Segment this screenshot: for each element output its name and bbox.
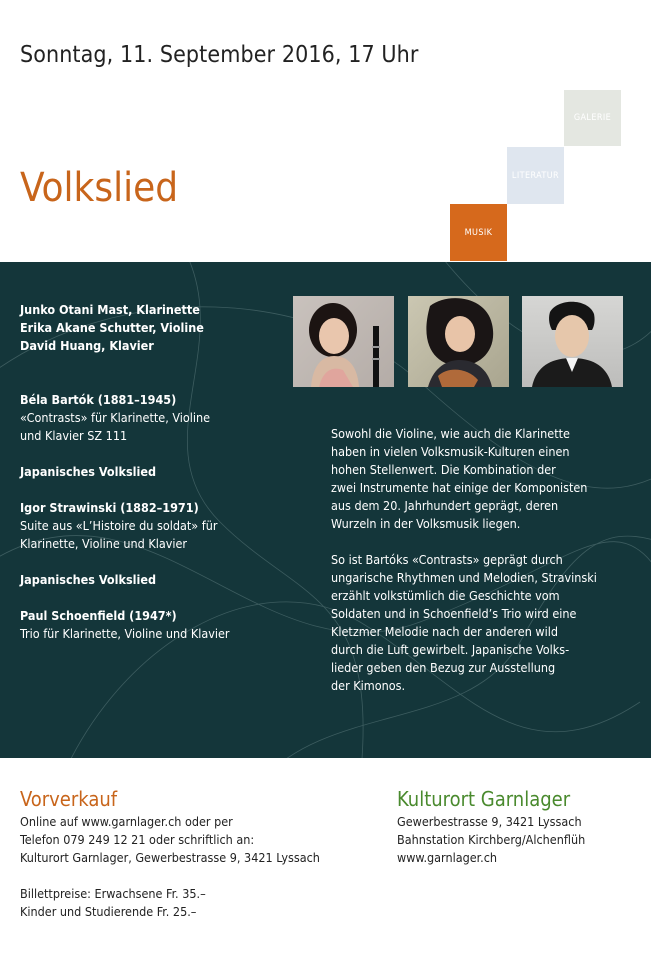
program-heading: Béla Bartók (1881–1945) <box>20 392 177 407</box>
description-line: aus dem 20. Jahrhundert geprägt, deren <box>331 498 559 513</box>
venue-section <box>397 787 637 867</box>
presale-line: Telefon 079 249 12 21 oder schriftlich an: <box>20 832 255 847</box>
price-line: Kinder und Studierende Fr. 25.– <box>20 904 197 919</box>
venue-line: Gewerbestrasse 9, 3421 Lyssach <box>397 814 582 829</box>
price-line: Billettpreise: Erwachsene Fr. 35.– <box>20 886 206 901</box>
description-line: ungarische Rhythmen und Melodien, Stravinski <box>331 570 597 585</box>
description-line: durch die Luft gewirbelt. Japanische Volks- <box>331 642 570 657</box>
program-line: «Contrasts» für Klarinette, Violine <box>20 410 211 425</box>
presale-section <box>20 787 350 921</box>
performer-line: Junko Otani Mast, Klarinette <box>20 302 200 317</box>
program-column <box>20 301 290 643</box>
program-heading: Paul Schoenfield (1947*) <box>20 608 177 623</box>
description-column <box>331 425 631 695</box>
performer-photo-violin <box>408 296 509 387</box>
venue-heading: Kulturort Garnlager <box>397 787 571 811</box>
event-date: Sonntag, 11. September 2016, 17 Uhr <box>20 42 419 68</box>
venue-website-link[interactable]: www.garnlager.ch <box>397 850 498 865</box>
category-box-literatur: LITERATUR <box>507 147 564 204</box>
presale-line: Kulturort Garnlager, Gewerbestrasse 9, 3421 Lyssach <box>20 850 320 865</box>
program-line: und Klavier SZ 111 <box>20 428 128 443</box>
performer-line: Erika Akane Schutter, Violine <box>20 320 204 335</box>
description-line: zwei Instrumente hat einige der Komponisten <box>331 480 588 495</box>
performer-line: David Huang, Klavier <box>20 338 154 353</box>
venue-line: Bahnstation Kirchberg/Alchenflüh <box>397 832 586 847</box>
description-line: Kletzmer Melodie nach der anderen wild <box>331 624 558 639</box>
program-heading: Japanisches Volkslied <box>20 464 157 479</box>
category-box-musik: MUSIK <box>450 204 507 261</box>
description-line: Soldaten und in Schoenfield’s Trio wird eine <box>331 606 577 621</box>
description-line: haben in vielen Volksmusik-Kulturen einen <box>331 444 570 459</box>
program-line: Suite aus «L’Histoire du soldat» für <box>20 518 218 533</box>
program-panel <box>0 262 651 758</box>
program-line: Klarinette, Violine und Klavier <box>20 536 188 551</box>
category-box-galerie: GALERIE <box>564 90 621 146</box>
description-line: erzählt volkstümlich die Geschichte vom <box>331 588 560 603</box>
program-heading: Igor Strawinski (1882–1971) <box>20 500 199 515</box>
event-title: Volkslied <box>20 165 179 211</box>
description-line: hohen Stellenwert. Die Kombination der <box>331 462 556 477</box>
program-heading: Japanisches Volkslied <box>20 572 157 587</box>
description-line: So ist Bartóks «Contrasts» geprägt durch <box>331 552 563 567</box>
presale-heading: Vorverkauf <box>20 787 118 811</box>
description-line: lieder geben den Bezug zur Ausstellung <box>331 660 556 675</box>
program-line: Trio für Klarinette, Violine und Klavier <box>20 626 230 641</box>
description-line: Sowohl die Violine, wie auch die Klarinette <box>331 426 570 441</box>
performer-photo-clarinet <box>293 296 394 387</box>
description-line: Wurzeln in der Volksmusik liegen. <box>331 516 521 531</box>
description-line: der Kimonos. <box>331 678 406 693</box>
performer-photo-piano <box>522 296 623 387</box>
presale-line: Online auf www.garnlager.ch oder per <box>20 814 233 829</box>
